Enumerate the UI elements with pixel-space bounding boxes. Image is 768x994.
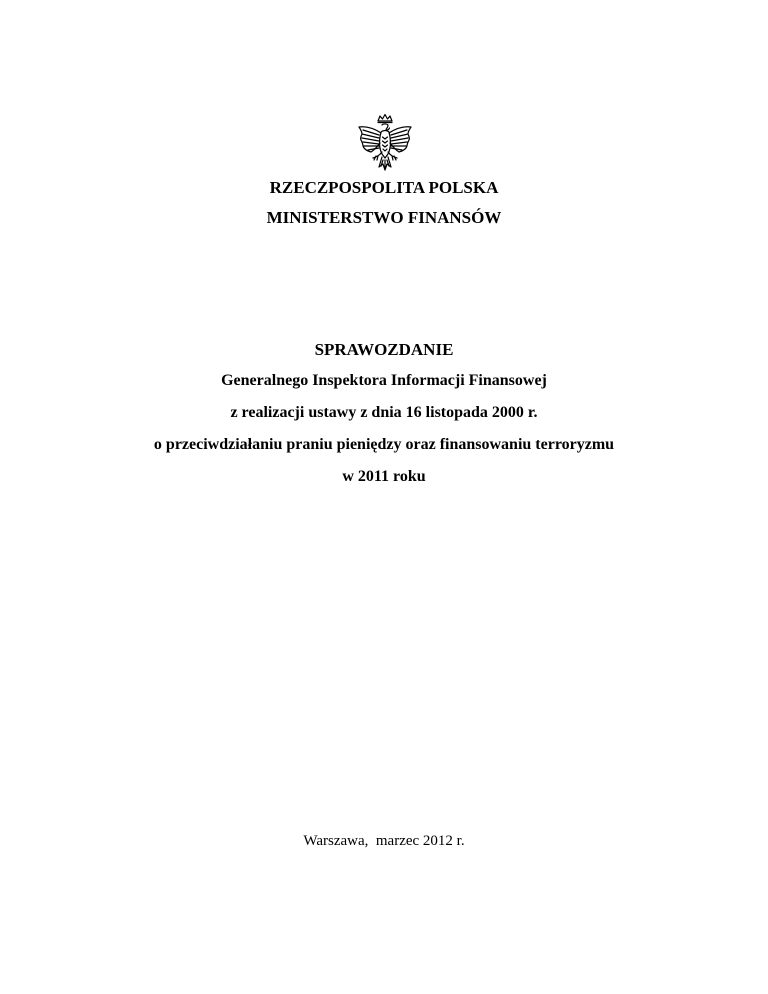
document-title: SPRAWOZDANIE: [314, 340, 454, 359]
ministry-name: MINISTERSTWO FINANSÓW: [266, 208, 502, 227]
document-subtitle-line: w 2011 roku: [342, 468, 426, 485]
country-name: RZECZPOSPOLITA POLSKA: [269, 178, 499, 197]
document-subtitle-line: Generalnego Inspektora Informacji Finansowej: [221, 372, 547, 389]
eagle-emblem-icon: [355, 112, 415, 174]
document-subtitle-line: z realizacji ustawy z dnia 16 listopada 2000 r.: [230, 404, 538, 421]
document-subtitle-line: o przeciwdziałaniu praniu pieniędzy oraz finansowaniu terroryzmu: [153, 436, 615, 453]
place-and-date: Warszawa, marzec 2012 r.: [303, 833, 465, 849]
